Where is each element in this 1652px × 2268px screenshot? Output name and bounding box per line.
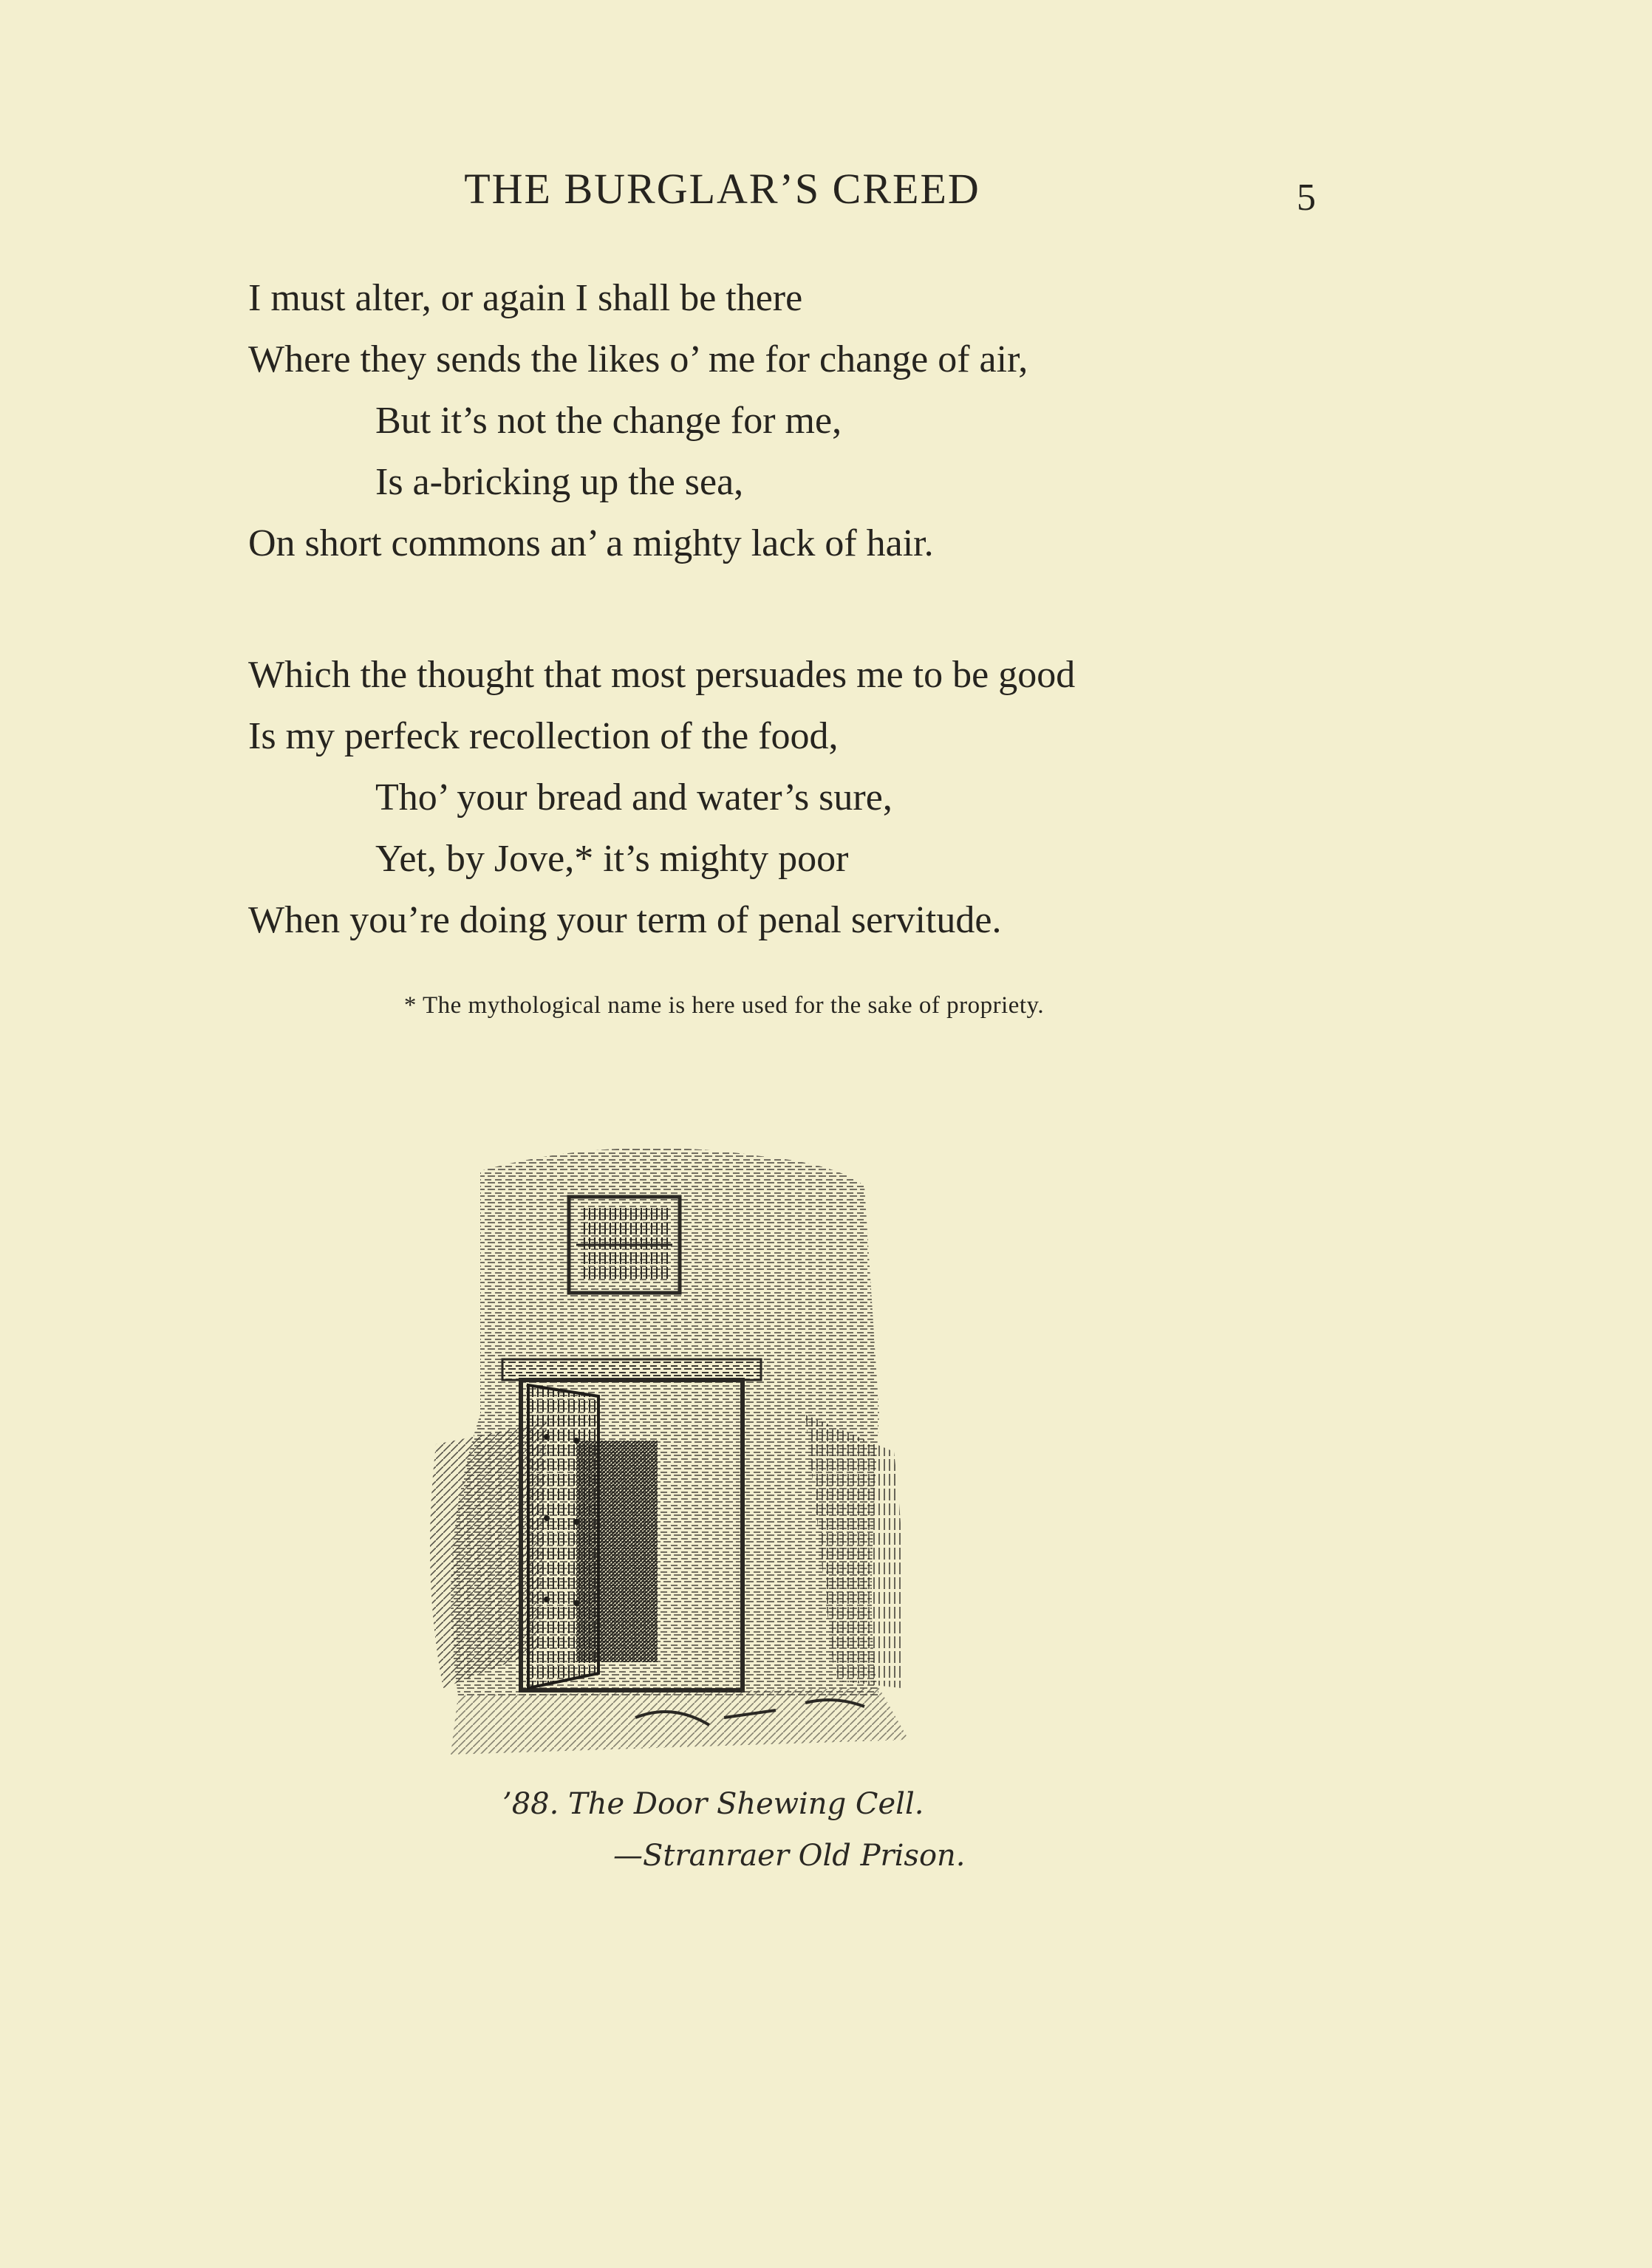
stanza-2 <box>248 644 1075 951</box>
footnote: * The mythological name is here used for the sake of propriety. <box>403 992 1045 1019</box>
verse-line: I must alter, or again I shall be there <box>248 277 803 319</box>
running-title: THE BURGLAR’S CREED <box>464 165 980 213</box>
door-lintel <box>502 1359 761 1380</box>
verse-line: Tho’ your bread and water’s sure, <box>375 776 892 819</box>
prison-door-illustration <box>392 1104 1071 1902</box>
floor <box>451 1688 909 1755</box>
open-door <box>528 1385 598 1688</box>
page-number: 5 <box>1297 177 1316 219</box>
verse-line: When you’re doing your term of penal servitude. <box>248 899 1002 941</box>
illustration-caption-line2: —Stranraer Old Prison. <box>613 1839 966 1873</box>
verse-line: Where they sends the likes o’ me for change of air, <box>248 338 1028 380</box>
verse-line: Is a-bricking up the sea, <box>375 461 744 503</box>
verse-line: Is my perfeck recollection of the food, <box>248 715 839 757</box>
verse-line: But it’s not the change for me, <box>375 400 842 442</box>
verse-line: Yet, by Jove,* it’s mighty poor <box>375 838 849 880</box>
illustration-caption-line1: ’88. The Door Shewing Cell. <box>502 1787 924 1821</box>
verse-line: On short commons an’ a mighty lack of hair. <box>248 522 934 564</box>
stanza-1 <box>248 267 1028 574</box>
barred-window <box>569 1197 680 1293</box>
verse-line: Which the thought that most persuades me to be good <box>248 654 1076 696</box>
